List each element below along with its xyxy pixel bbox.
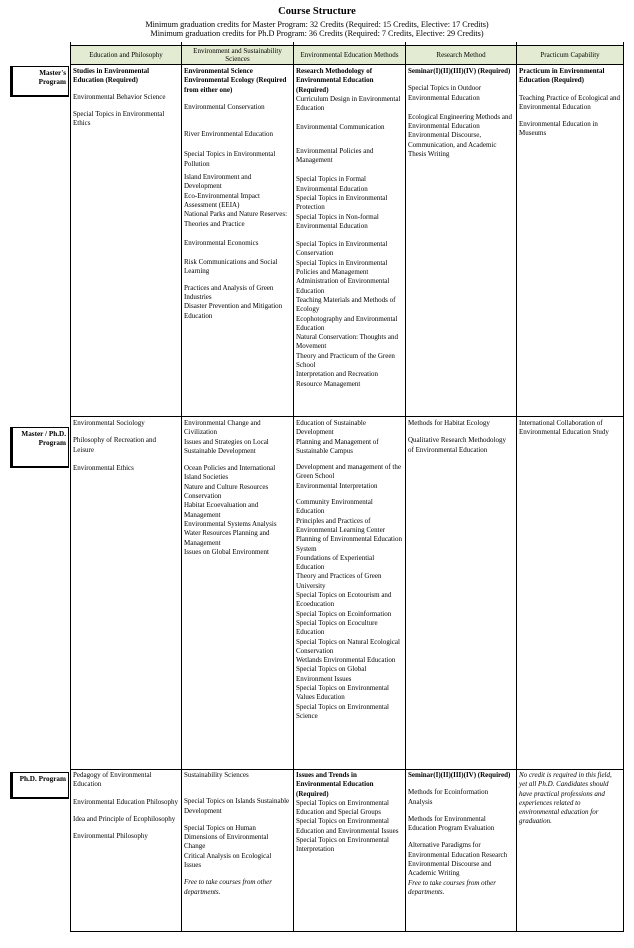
column-header: Practicum Capability (516, 45, 624, 65)
course-item: Special Topics on Ecoinformation (296, 609, 392, 618)
course-item: Environmental Communication (296, 123, 385, 132)
credits-phd: Minimum graduation credits for Ph.D Program: 36 Credits (Required: 7 Credits, Elective: 29 Credits) (150, 29, 484, 38)
course-item: Nature and Culture Resources Conservation (184, 482, 269, 501)
table-cell (73, 419, 178, 473)
course-item: Teaching Practice of Ecological and Environmental Education (519, 93, 620, 111)
course-item: Environmental Interpretation (296, 481, 378, 490)
course-item: Special Topics on Ecotourism and Ecoeducation (296, 591, 392, 609)
course-item: Environmental Ethics (73, 463, 134, 472)
credits-master: Minimum graduation credits for Master Program: 32 Credits (Required: 15 Credits, Elective: 17 Credits) (145, 20, 489, 29)
table-cell (408, 67, 513, 159)
course-item: Methods for Environmental Education Program Evaluation (408, 814, 495, 833)
course-item: Special Topics in Environmental Pollution (184, 150, 276, 168)
table-cell (296, 67, 402, 389)
grid-line (70, 42, 71, 932)
course-item: Environmental Ecology (Required from either one) (184, 76, 287, 94)
course-item: Special Topics in Formal Environmental Education (296, 175, 368, 193)
course-item: Studies in Environmental Education (Required) (73, 67, 150, 85)
course-item: Environmental Economics (184, 238, 259, 247)
table-cell (184, 67, 290, 321)
course-item: Foundations of Experiential Education (296, 553, 375, 572)
course-item: Curriculum Design in Environmental Education (296, 94, 401, 113)
course-item: Practices and Analysis of Green Industries (184, 283, 274, 302)
course-item: National Parks and Nature Reserves: Theories and Practice (184, 210, 288, 228)
course-item: Ecophotography and Environmental Education (296, 314, 398, 332)
course-item: Environmental Sociology (73, 419, 145, 427)
course-item: Issues on Global Environment (184, 547, 269, 556)
course-item: Special Topics on Human Dimensions of Environmental Change (184, 823, 269, 851)
course-item: Research Methodology of Environmental Education (Required) (296, 67, 374, 94)
course-item: Practicum in Environmental Education (Required) (519, 67, 605, 85)
grid-line (181, 42, 182, 932)
course-item: Theory and Practicum of the Green School (296, 351, 395, 370)
course-item: Environmental Science (184, 67, 253, 75)
course-item: Community Environmental Education (296, 498, 373, 516)
course-item: Critical Analysis on Ecological Issues (184, 851, 272, 870)
course-item: Environmental Behavior Science (73, 92, 166, 101)
table-cell (184, 771, 290, 897)
course-item: Ecological Engineering Methods and Environmental Education (408, 112, 512, 131)
course-item: Special Topics in Environmental Conservation (296, 240, 388, 258)
course-item: Habitat Ecoevaluation and Management (184, 501, 259, 519)
course-item: Special Topics in Non-formal Environmental Education (296, 212, 379, 230)
row-label-master-phd: Master / Ph.D. Program (10, 427, 69, 468)
course-item: Special Topics in Environmental Ethics (73, 109, 165, 128)
table-cell (519, 419, 621, 438)
course-item: Natural Conservation: Thoughts and Movement (296, 333, 398, 351)
course-item: Free to take courses from other departments. (184, 878, 272, 896)
course-item: Special Topics in Outdoor Environmental Education (408, 84, 482, 102)
course-item: Qualitative Research Methodology of Environmental Education (408, 436, 506, 454)
course-item: Eco-Environmental Impact Assessment (EEIA) (184, 191, 260, 209)
course-item: Seminar(I)(II)(III)(IV) (Required) (408, 771, 511, 779)
course-item: Water Resources Planning and Management (184, 529, 270, 547)
course-item: Planning of Environmental Education System (296, 535, 402, 553)
course-item: Risk Communications and Social Learning (184, 258, 278, 276)
course-item: Environmental Education in Museums (519, 120, 598, 138)
grid-line (70, 931, 623, 932)
grid-line (70, 769, 623, 770)
course-item: Special Topics on Environmental Education and Special Groups (296, 798, 389, 817)
column-header: Education and Philosophy (70, 45, 182, 65)
grid-line (70, 416, 623, 417)
course-item: Special Topics on Ecoculture Education (296, 618, 378, 637)
course-item: Idea and Principle of Ecophilosophy (73, 814, 176, 823)
course-item: Environmental Discourse, Communication, and Academic Thesis Writing (408, 131, 497, 159)
course-item: River Environmental Education (184, 130, 274, 139)
grid-line (405, 42, 406, 932)
table-cell (296, 771, 402, 855)
course-item: Sustainability Sciences (184, 771, 249, 779)
course-item: Special Topics in Environmental Protection (296, 193, 388, 212)
course-item: Special Topics in Environmental Policies and Management (296, 258, 388, 277)
course-item: Planning and Management of Sustainable Campus (296, 437, 379, 455)
table-cell (184, 419, 290, 557)
table-cell (519, 67, 621, 139)
course-item: Ocean Policies and International Island Societies (184, 464, 276, 482)
course-item: Administration of Environmental Education (296, 277, 390, 295)
table-cell (73, 771, 178, 841)
course-item: Education of Sustainable Development (296, 419, 366, 437)
course-item: Special Topics on Environmental Science (296, 702, 389, 720)
course-item: Special Topics on Global Environment Issues (296, 665, 367, 683)
course-item: Wetlands Environmental Education (296, 656, 396, 665)
course-item: Island Environment and Development (184, 173, 252, 191)
course-item: International Collaboration of Environmental Education Study (519, 419, 609, 437)
course-item: Special Topics on Environmental Interpretation (296, 836, 389, 854)
course-item: Special Topics on Natural Ecological Conservation (296, 637, 400, 655)
no-credit-note: No credit is required in this field, yet all Ph.D. Candidates should have practical professions and experiences related to environmental education for graduation. (519, 771, 612, 826)
course-item: Special Topics on Environmental Values Education (296, 684, 389, 702)
course-item: Free to take courses from other departments. (408, 878, 496, 896)
column-header: Research Method (405, 45, 517, 65)
course-item: Environmental Systems Analysis (184, 519, 277, 528)
course-item: Environmental Change and Civilization (184, 419, 261, 437)
table-cell (408, 771, 513, 897)
course-item: Theory and Practices of Green University (296, 572, 382, 590)
course-item: Environmental Conservation (184, 102, 265, 111)
course-item: Disaster Prevention and Mitigation Education (184, 302, 283, 320)
grid-line (293, 42, 294, 932)
course-item: Issues and Strategies on Local Sustainable Development (184, 437, 269, 455)
course-item: Principles and Practices of Environmental Learning Center (296, 516, 386, 534)
row-label-master: Master's Program (10, 66, 69, 97)
row-label-phd: Ph.D. Program (10, 772, 69, 799)
grid-line (623, 42, 624, 932)
course-item: Development and management of the Green School (296, 463, 401, 481)
course-item: Environmental Policies and Management (296, 146, 374, 165)
course-item: Alternative Paradigms for Environmental Education Research (408, 841, 508, 859)
course-item: Philosophy of Recreation and Leisure (73, 436, 157, 454)
table-cell (296, 419, 402, 721)
course-item: Environmental Discourse and Academic Writing (408, 860, 492, 878)
table-cell (519, 771, 619, 827)
column-header: Environment and Sustainability Sciences (181, 45, 294, 65)
grid-line (516, 42, 517, 932)
course-item: Interpretation and Recreation Resource Management (296, 370, 379, 388)
table-cell (408, 419, 513, 455)
course-item: Special Topics on Islands Sustainable Development (184, 797, 290, 815)
course-item: Environmental Education Philosophy (73, 797, 178, 806)
course-item: Methods for Ecoinformation Analysis (408, 788, 489, 806)
page-title: Course Structure (278, 6, 356, 17)
course-item: Special Topics on Environmental Education and Environmental Issues (296, 817, 399, 835)
column-header: Environmental Education Methods (293, 45, 406, 65)
course-item: Environmental Philosophy (73, 832, 148, 841)
course-item: Teaching Materials and Methods of Ecology (296, 295, 396, 314)
course-item: Seminar(I)(II)(III)(IV) (Required) (408, 67, 511, 75)
course-item: Issues and Trends in Environmental Education (Required) (296, 771, 374, 798)
course-item: Pedagogy of Environmental Education (73, 771, 152, 789)
course-item: Methods for Habitat Ecology (408, 419, 490, 427)
table-cell (73, 67, 178, 128)
